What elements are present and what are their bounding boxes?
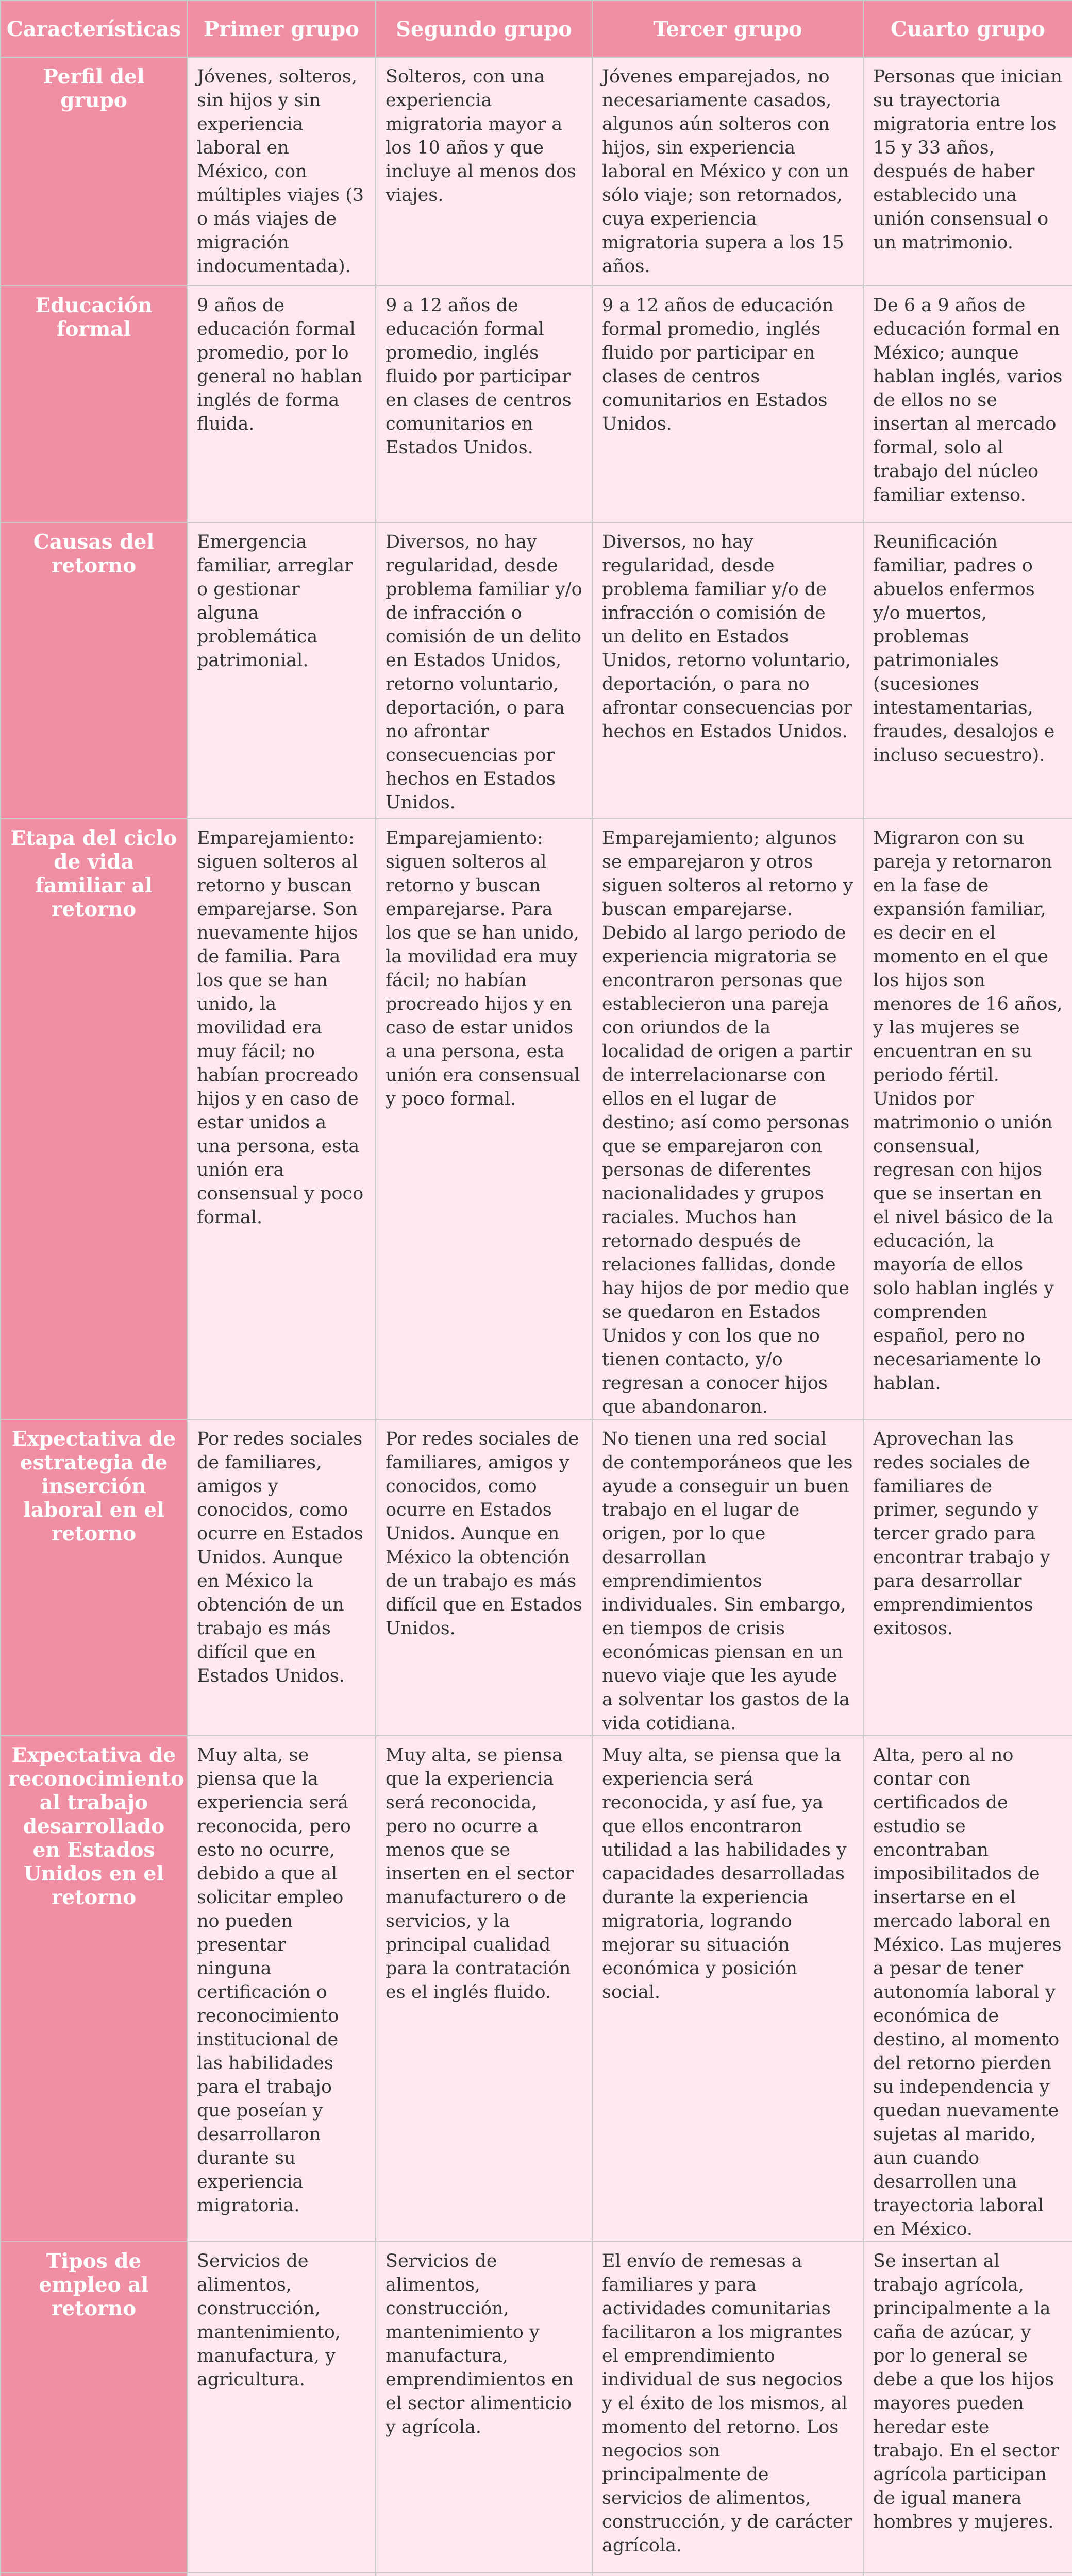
table-cell: 9 a 12 años de educación formal promedio, inglés fluido por participar en clases de centros comunitarios en Estados Unidos.: [376, 286, 592, 522]
table-cell: Servicios de alimentos, construcción, mantenimiento y manufactura, emprendimientos en el sector alimenticio y agrícola.: [376, 2242, 592, 2573]
header-group-3: Tercer grupo: [592, 1, 863, 57]
table-cell: Emparejamiento: siguen solteros al retorno y buscan emparejarse. Son nuevamente hijos de familia. Para los que se han unido, la movilidad era muy fácil; no habían procreado hijos y en caso de estar unidos a una persona, esta unión era consensual y poco formal.: [187, 819, 376, 1419]
table-cell: Emparejamiento; algunos se emparejaron y otros siguen solteros al retorno y buscan emparejarse. Debido al largo periodo de experiencia migratoria se encontraron personas que establecieron una pareja con oriundos de la localidad de origen a partir de interrelacionarse con ellos en el lugar de destino; así como personas que se emparejaron con personas de diferentes nacionalidades y grupos raciales. Muchos han retornado después de relaciones fallidas, donde hay hijos de por medio que se quedaron en Estados Unidos y con los que no tienen contacto, y/o regresan a conocer hijos que abandonaron.: [592, 819, 863, 1419]
table-cell: [187, 2573, 376, 2576]
row-label-causas: Causas del retorno: [1, 522, 187, 819]
table-row: [1, 57, 1072, 286]
table-cell: Muy alta, se piensa que la experiencia será reconocida, pero esto no ocurre, debido a que al solicitar empleo no pueden presentar ninguna certificación o reconocimiento institucional de las habilidades para el trabajo que poseían y desarrollaron durante su experiencia migratoria.: [187, 1736, 376, 2242]
table-row: [1, 1419, 1072, 1736]
table-cell: Se insertan al trabajo agrícola, principalmente a la caña de azúcar, y por lo general se debe a que los hijos mayores pueden heredar este trabajo. En el sector agrícola participan de igual manera hombres y mujeres.: [863, 2242, 1072, 2573]
row-label-etapa: Etapa del ciclo de vida familiar al retorno: [1, 819, 187, 1419]
table-row: [1, 1736, 1072, 2242]
table-cell: [863, 2573, 1072, 2576]
table-cell: No tienen una red social de contemporáneos que les ayude a conseguir un buen trabajo en el lugar de origen, por lo que desarrollan emprendimientos individuales. Sin embargo, en tiempos de crisis económicas piensan en un nuevo viaje que les ayude a solventar los gastos de la vida cotidiana.: [592, 1419, 863, 1736]
row-label-esparcimiento: [1, 2573, 187, 2576]
table-cell: Aprovechan las redes sociales de familiares de primer, segundo y tercer grado para encontrar trabajo y para desarrollar emprendimientos exitosos.: [863, 1419, 1072, 1736]
row-label-insercion: Expectativa de estrategia de inserción laboral en el retorno: [1, 1419, 187, 1736]
header-row: [1, 1, 1072, 57]
table-row: [1, 819, 1072, 1419]
table-cell: Por redes sociales de familiares, amigos y conocidos, como ocurre en Estados Unidos. Aunque en México la obtención de un trabajo es más difícil que en Estados Unidos.: [376, 1419, 592, 1736]
table-cell: Diversos, no hay regularidad, desde problema familiar y/o de infracción o comisión de un delito en Estados Unidos, retorno voluntario, deportación, o para no afrontar consecuencias por hechos en Estados Unidos.: [376, 522, 592, 819]
table-cell: Por redes sociales de familiares, amigos y conocidos, como ocurre en Estados Unidos. Aunque en México la obtención de un trabajo es más difícil que en Estados Unidos.: [187, 1419, 376, 1736]
header-characteristics: Características: [1, 1, 187, 57]
row-label-reconocimiento: Expectativa de reconocimiento al trabajo desarrollado en Estados Unidos en el retorno: [1, 1736, 187, 2242]
header-group-2: Segundo grupo: [376, 1, 592, 57]
table-row: [1, 2242, 1072, 2573]
table-cell: Muy alta, se piensa que la experiencia será reconocida, y así fue, ya que ellos encontraron utilidad a las habilidades y capacidades desarrolladas durante la experiencia migratoria, logrando mejorar su situación económica y posición social.: [592, 1736, 863, 2242]
table-cell: Muy alta, se piensa que la experiencia será reconocida, pero no ocurre a menos que se inserten en el sector manufacturero o de servicios, y la principal cualidad para la contratación es el inglés fluido.: [376, 1736, 592, 2242]
row-label-empleo: Tipos de empleo al retorno: [1, 2242, 187, 2573]
table-cell: Jóvenes emparejados, no necesariamente casados, algunos aún solteros con hijos, sin experiencia laboral en México y con un sólo viaje; son retornados, cuya experiencia migratoria supera a los 15 años.: [592, 57, 863, 286]
table-cell: Emparejamiento: siguen solteros al retorno y buscan emparejarse. Para los que se han unido, la movilidad era muy fácil; no habían procreado hijos y en caso de estar unidos a una persona, esta unión era consensual y poco formal.: [376, 819, 592, 1419]
table-cell: Alta, pero al no contar con certificados de estudio se encontraban imposibilitados de insertarse en el mercado laboral en México. Las mujeres a pesar de tener autonomía laboral y económica de destino, al momento del retorno pierden su independencia y quedan nuevamente sujetas al marido, aun cuando desarrollen una trayectoria laboral en México.: [863, 1736, 1072, 2242]
table-cell: [376, 2573, 592, 2576]
row-label-perfil: Perfil del grupo: [1, 57, 187, 286]
table-cell: Jóvenes, solteros, sin hijos y sin experiencia laboral en México, con múltiples viajes (3 o más viajes de migración indocumentada).: [187, 57, 376, 286]
table-cell: Migraron con su pareja y retornaron en la fase de expansión familiar, es decir en el momento en el que los hijos son menores de 16 años, y las mujeres se encuentran en su periodo fértil. Unidos por matrimonio o unión consensual, regresan con hijos que se insertan en el nivel básico de la educación, la mayoría de ellos solo hablan inglés y comprenden español, pero no necesariamente lo hablan.: [863, 819, 1072, 1419]
table-cell: El envío de remesas a familiares y para actividades comunitarias facilitaron a los migrantes el emprendimiento individual de sus negocios y el éxito de los mismos, al momento del retorno. Los negocios son principalmente de servicios de alimentos, construcción, y de carácter agrícola.: [592, 2242, 863, 2573]
table-cell: 9 a 12 años de educación formal promedio, inglés fluido por participar en clases de centros comunitarios en Estados Unidos.: [592, 286, 863, 522]
table-cell: Emergencia familiar, arreglar o gestionar alguna problemática patrimonial.: [187, 522, 376, 819]
table-cell: [592, 2573, 863, 2576]
row-label-educacion: Educación formal: [1, 286, 187, 522]
table-cell: 9 años de educación formal promedio, por lo general no hablan inglés de forma fluida.: [187, 286, 376, 522]
table-row: [1, 286, 1072, 522]
table-cell: Servicios de alimentos, construcción, mantenimiento, manufactura, y agricultura.: [187, 2242, 376, 2573]
table-cell: De 6 a 9 años de educación formal en México; aunque hablan inglés, varios de ellos no se insertan al mercado formal, solo al trabajo del núcleo familiar extenso.: [863, 286, 1072, 522]
table-cell: Personas que inician su trayectoria migratoria entre los 15 y 33 años, después de haber establecido una unión consensual o un matrimonio.: [863, 57, 1072, 286]
table-cell: Reunificación familiar, padres o abuelos enfermos y/o muertos, problemas patrimoniales (sucesiones intestamentarias, fraudes, desalojos e incluso secuestro).: [863, 522, 1072, 819]
header-group-4: Cuarto grupo: [863, 1, 1072, 57]
header-group-1: Primer grupo: [187, 1, 376, 57]
table-cell: Solteros, con una experiencia migratoria mayor a los 10 años y que incluye al menos dos viajes.: [376, 57, 592, 286]
table-cell: Diversos, no hay regularidad, desde problema familiar y/o de infracción o comisión de un delito en Estados Unidos, retorno voluntario, deportación, o para no afrontar consecuencias por hechos en Estados Unidos.: [592, 522, 863, 819]
table-row: [1, 522, 1072, 819]
table-row: [1, 2573, 1072, 2576]
